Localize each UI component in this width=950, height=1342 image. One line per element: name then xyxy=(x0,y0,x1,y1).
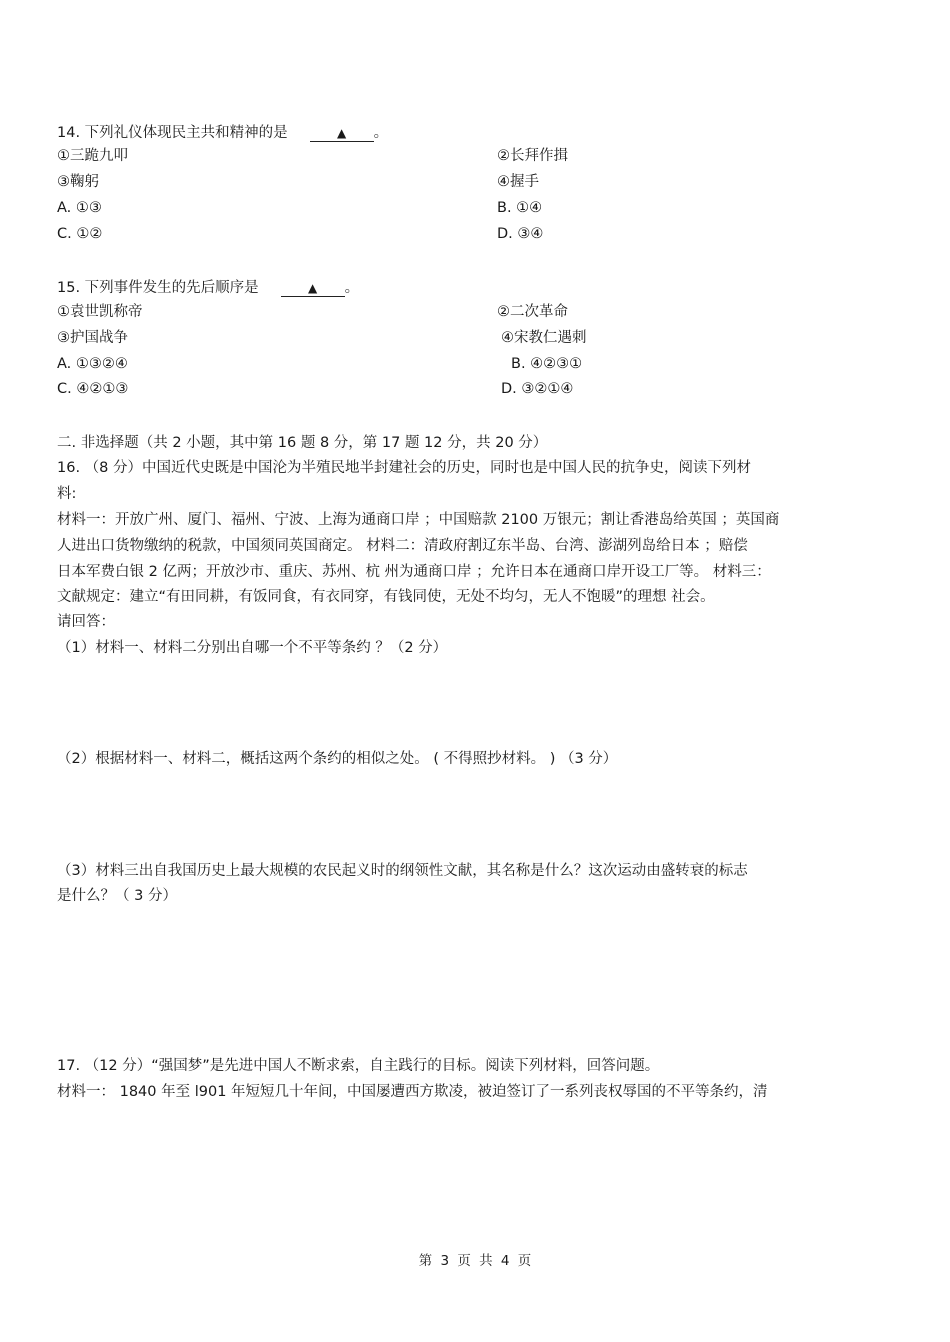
q14-choice-b: B. ①④ xyxy=(497,200,543,216)
triangle-icon: ▲ xyxy=(337,126,347,140)
q16-material-line-3: 日本军费白银 2 亿两；开放沙市、重庆、苏州、杭 州为通商口岸 ；允许日本在通商口岸开设工厂等。 材料三： xyxy=(57,564,771,580)
page-number: 第 3 页 共 4 页 xyxy=(418,1253,532,1269)
q16-sub-question-2: （2）根据材料一、材料二，概括这两个条约的相似之处。 ( 不得照抄材料。 ) （3 分） xyxy=(57,751,618,767)
q16-stem-line-1: 16. （8 分）中国近代史既是中国沦为半殖民地半封建社会的历史，同时也是中国人民的抗争史，阅读下列材 xyxy=(57,460,751,476)
q15-choice-c: C. ④②①③ xyxy=(57,381,129,397)
q15-choice-d: D. ③②①④ xyxy=(501,381,574,397)
q17-stem: 17. （12 分）“强国梦”是先进中国人不断求索，自主践行的目标。阅读下列材料，回答问题。 xyxy=(57,1058,660,1074)
q16-sub-question-3-line-1: （3）材料三出自我国历史上最大规模的农民起义时的纲领性文献，其名称是什么？这次运动由盛转衰的标志 xyxy=(57,863,748,879)
q14-item-3: ③鞠躬 xyxy=(57,174,99,190)
q15-choice-a: A. ①③②④ xyxy=(57,356,128,372)
q16-stem-line-2: 料: xyxy=(57,486,77,502)
q14-choice-d: D. ③④ xyxy=(497,226,544,242)
q15-item-4: ④宋教仁遇刺 xyxy=(501,330,587,346)
q15-choice-b: B. ④②③① xyxy=(511,356,583,372)
q15-item-3: ③护国战争 xyxy=(57,330,128,346)
q16-material-line-1: 材料一：开放广州、厦门、福州、宁波、上海为通商口岸 ；中国赔款 2100 万银元；割让香港岛给英国 ；英国商 xyxy=(57,512,780,528)
q16-ask: 请回答： xyxy=(57,614,115,630)
q16-sub-question-3-line-2: 是什么？（ 3 分） xyxy=(57,888,177,904)
q15-answer-blank xyxy=(281,280,345,297)
q16-sub-question-1: （1）材料一、材料二分别出自哪一个不平等条约 ？（2 分） xyxy=(57,640,448,656)
q17-material-line-1: 材料一： 1840 年至 l901 年短短几十年间，中国屡遭西方欺凌，被迫签订了一系列丧权辱国的不平等条约，清 xyxy=(57,1084,768,1100)
q15-item-2: ②二次革命 xyxy=(497,304,568,320)
q14-choice-c: C. ①② xyxy=(57,226,103,242)
q14-item-2: ②长拜作揖 xyxy=(497,148,568,164)
section-2-heading: 二. 非选择题（共 2 小题，其中第 16 题 8 分，第 17 题 12 分，共 20 分） xyxy=(57,435,548,451)
triangle-icon: ▲ xyxy=(308,281,318,295)
q14-item-1: ①三跪九叩 xyxy=(57,148,128,164)
q14-answer-blank xyxy=(310,125,374,142)
q15-stem: 15. 下列事件发生的先后顺序是 ▲ 。 xyxy=(57,280,360,296)
q16-material-line-2: 人进出口货物缴纳的税款，中国须同英国商定。 材料二：清政府割辽东半岛、台湾、澎湖列岛给日本 ；赔偿 xyxy=(57,538,748,554)
q14-item-4: ④握手 xyxy=(497,174,539,190)
q16-material-line-4: 文献规定：建立“有田同耕，有饭同食，有衣同穿，有钱同使，无处不均匀，无人不饱暖”的理想 社会。 xyxy=(57,589,715,605)
q14-choice-a: A. ①③ xyxy=(57,200,102,216)
q15-item-1: ①袁世凯称帝 xyxy=(57,304,143,320)
q14-stem: 14. 下列礼仪体现民主共和精神的是 ▲ 。 xyxy=(57,125,389,141)
